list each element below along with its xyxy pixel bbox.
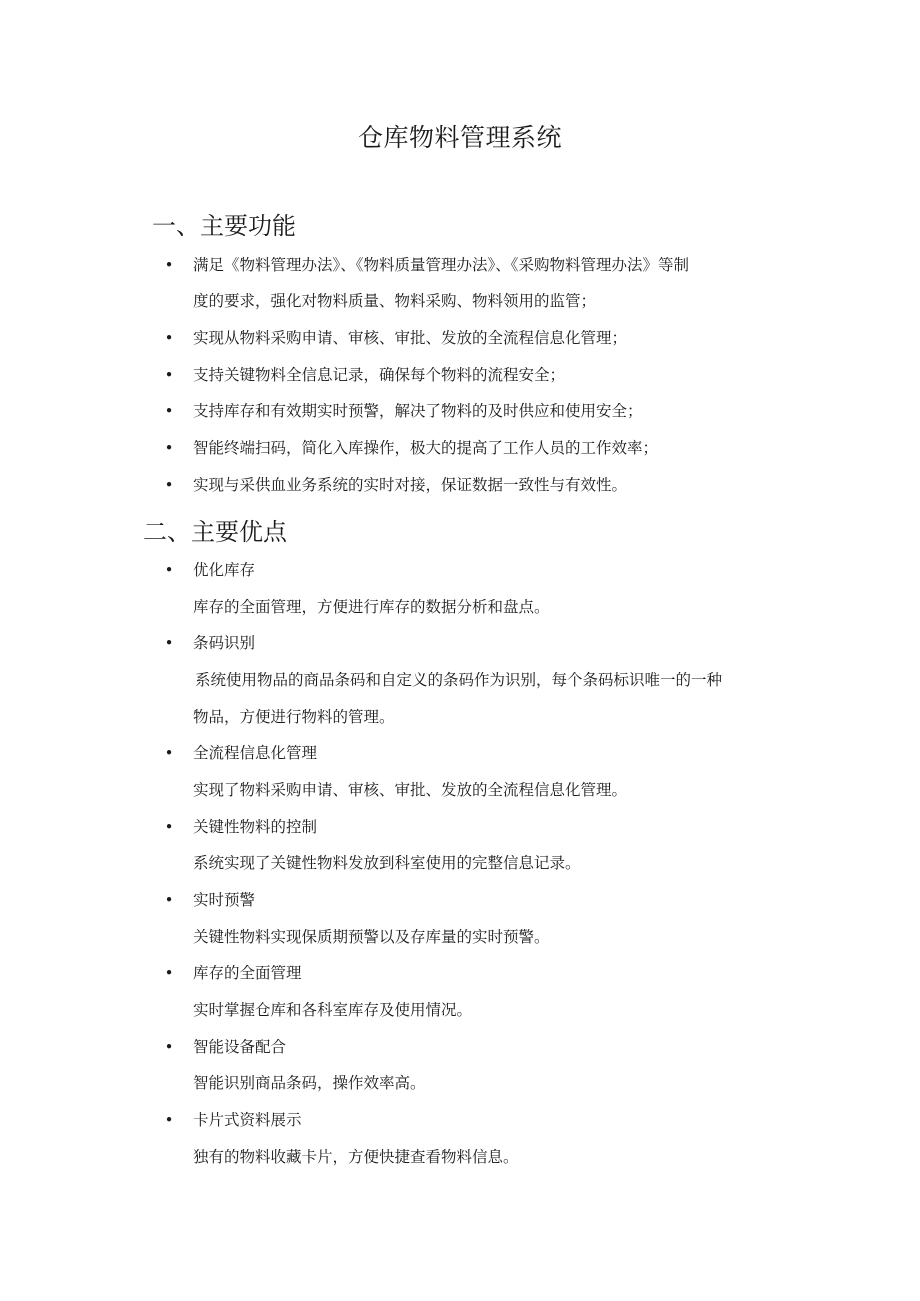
advantage-item-4-desc: 系统实现了关键性物料发放到科室使用的完整信息记录。 <box>193 854 581 872</box>
document-title: 仓库物料管理系统 <box>357 123 562 152</box>
advantage-item-1-title: 优化库存 <box>193 561 256 579</box>
advantage-item-8-desc: 独有的物料收藏卡片，方便快捷查看物料信息。 <box>193 1148 519 1166</box>
advantage-item-7-desc: 智能识别商品条码，操作效率高。 <box>193 1074 426 1092</box>
bullet-icon: • <box>164 744 174 762</box>
bullet-icon: • <box>164 329 174 347</box>
advantage-item-3-title: 全流程信息化管理 <box>193 744 318 762</box>
bullet-icon: • <box>164 256 174 274</box>
advantage-item-8-title: 卡片式资料展示 <box>193 1111 302 1129</box>
bullet-icon: • <box>164 1038 174 1056</box>
bullet-icon: • <box>164 1111 174 1129</box>
function-item-6: 实现与采供血业务系统的实时对接，保证数据一致性与有效性。 <box>193 476 628 494</box>
function-item-2: 实现从物料采购申请、审核、审批、发放的全流程信息化管理； <box>193 329 628 347</box>
bullet-icon: • <box>164 561 174 579</box>
advantage-item-5-desc: 关键性物料实现保质期预警以及存库量的实时预警。 <box>193 928 550 946</box>
advantage-item-6-desc: 实时掌握仓库和各科室库存及使用情况。 <box>193 1001 473 1019</box>
advantage-item-3-desc: 实现了物料采购申请、审核、审批、发放的全流程信息化管理。 <box>193 781 628 799</box>
function-item-5: 智能终端扫码，简化入库操作，极大的提高了工作人员的工作效率； <box>193 439 659 457</box>
bullet-icon: • <box>164 476 174 494</box>
bullet-icon: • <box>164 366 174 384</box>
bullet-icon: • <box>164 964 174 982</box>
bullet-icon: • <box>164 818 174 836</box>
advantage-item-2-desc-line-1: 系统使用物品的商品条码和自定义的条码作为识别，每个条码标识唯一的一种 <box>195 671 723 689</box>
section-heading-main-functions: 一、主要功能 <box>152 212 296 240</box>
bullet-icon: • <box>164 402 174 420</box>
section-heading-main-advantages: 二、主要优点 <box>143 518 287 546</box>
bullet-icon: • <box>164 891 174 909</box>
bullet-icon: • <box>164 439 174 457</box>
advantage-item-6-title: 库存的全面管理 <box>193 964 302 982</box>
function-item-1-line-1: 满足《物料管理办法》、《物料质量管理办法》、《采购物料管理办法》等制 <box>193 256 690 274</box>
advantage-item-4-title: 关键性物料的控制 <box>193 818 318 836</box>
advantage-item-7-title: 智能设备配合 <box>193 1038 287 1056</box>
advantage-item-5-title: 实时预警 <box>193 891 256 909</box>
bullet-icon: • <box>164 634 174 652</box>
advantage-item-2-desc-line-2: 物品，方便进行物料的管理。 <box>193 708 395 726</box>
advantage-item-1-desc: 库存的全面管理，方便进行库存的数据分析和盘点。 <box>193 598 550 616</box>
advantage-item-2-title: 条码识别 <box>193 634 256 652</box>
function-item-3: 支持关键物料全信息记录，确保每个物料的流程安全； <box>193 366 566 384</box>
function-item-1-line-2: 度的要求，强化对物料质量、物料采购、物料领用的监管； <box>193 292 597 310</box>
function-item-4: 支持库存和有效期实时预警，解决了物料的及时供应和使用安全； <box>193 402 643 420</box>
